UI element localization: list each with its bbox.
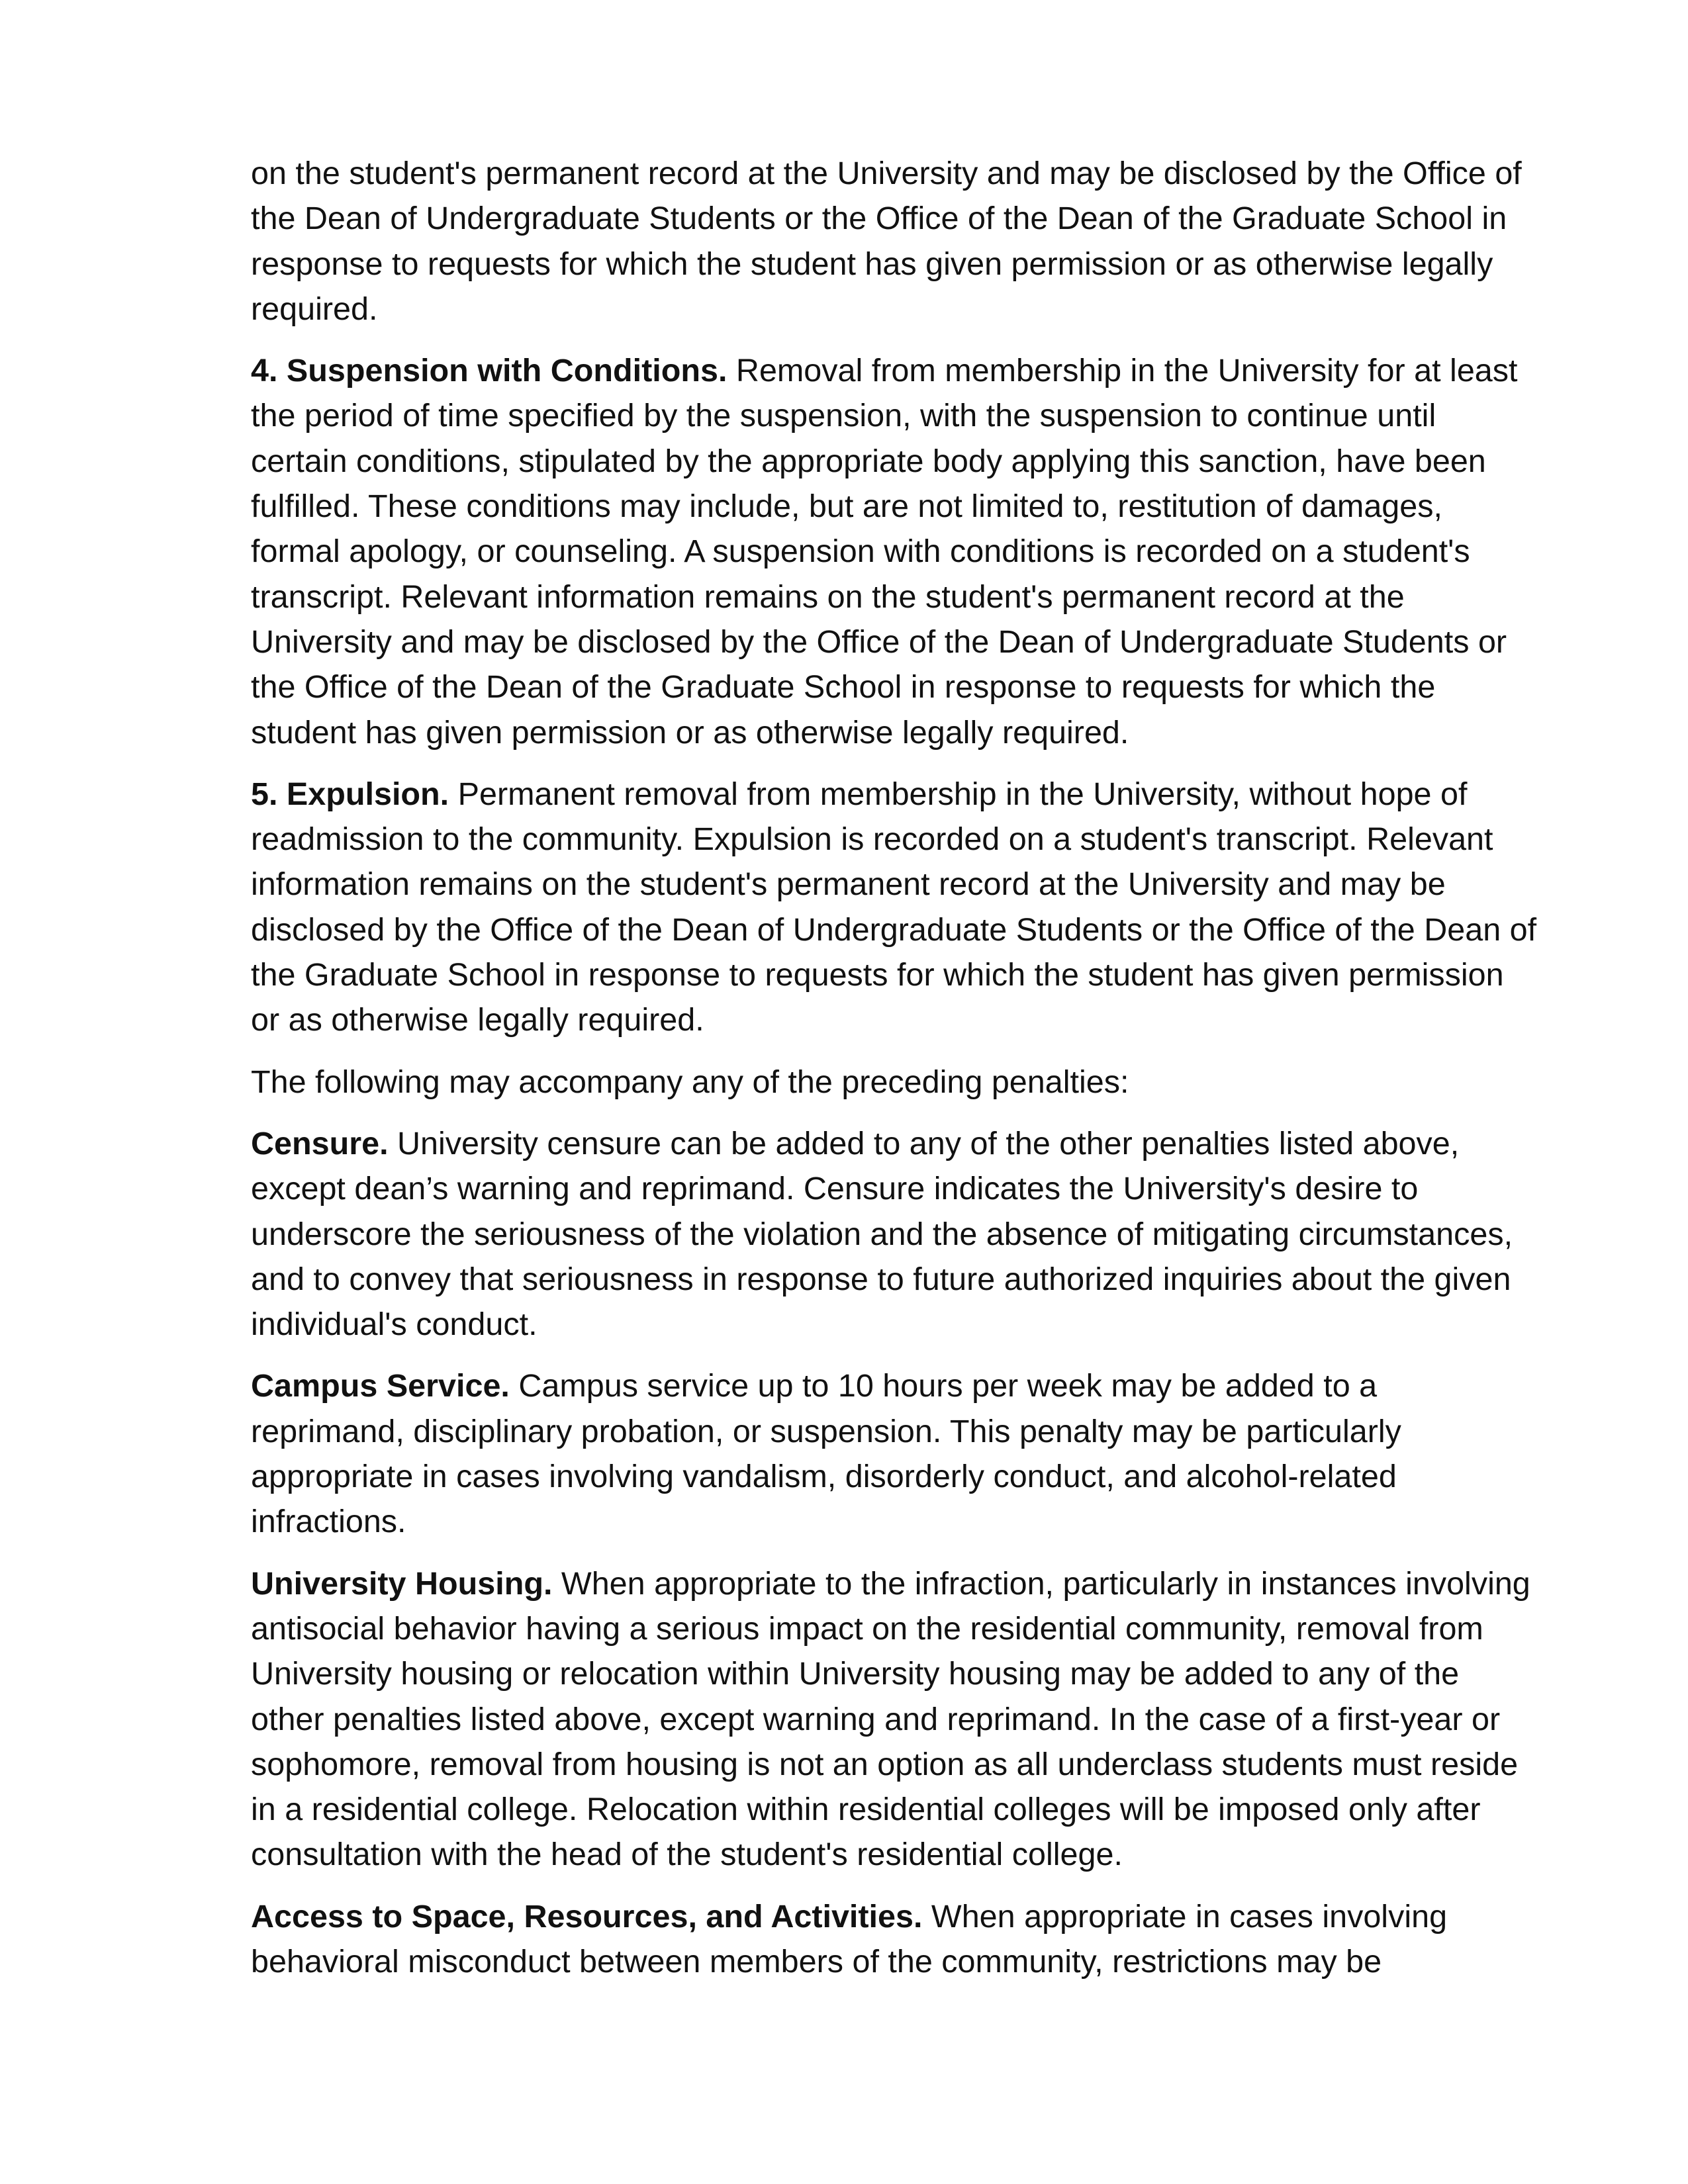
paragraph-term: Campus Service. <box>251 1368 510 1404</box>
paragraph-term: University Housing. <box>251 1565 553 1602</box>
paragraph-text: on the student's permanent record at the University and may be disclosed by the Office of the Dean of Undergraduate Students or the Office of the Dean of the Graduate School in response to requests for which the student has given permission or as otherwise legally required. <box>251 156 1522 327</box>
paragraph-campus-service <box>251 1363 1538 1544</box>
paragraph-text: The following may accompany any of the preceding penalties: <box>251 1064 1129 1100</box>
paragraph-text: When appropriate in cases involving behavioral misconduct between members of the community, restrictions may be <box>251 1898 1448 1979</box>
paragraph-text: Campus service up to 10 hours per week may be added to a reprimand, disciplinary probation, or suspension. This penalty may be particularly appropriate in cases involving vandalism, disorderly conduct, and alcohol-related infractions. <box>251 1368 1401 1540</box>
paragraph-suspension-with-conditions <box>251 348 1538 755</box>
paragraph-text: When appropriate to the infraction, particularly in instances involving antisocial behavior having a serious impact on the residential community, removal from University housing or relocation within University housing may be added to any of the other penalties listed above, except warning and reprimand. In the case of a first-year or sophomore, removal from housing is not an option as all underclass students must reside in a residential college. Relocation within residential colleges will be imposed only after consultation with the head of the student's residential college. <box>251 1565 1530 1873</box>
paragraph-permanent-record <box>251 151 1538 332</box>
paragraph-term: Access to Space, Resources, and Activities. <box>251 1898 923 1934</box>
paragraph-text: Removal from membership in the University for at least the period of time specified by the suspension, with the suspension to continue until certain conditions, stipulated by the appropriate body applying this sanction, have been fulfilled. These conditions may include, but are not limited to, restitution of damages, formal apology, or counseling. A suspension with conditions is recorded on a student's transcript. Relevant information remains on the student's permanent record at the University and may be disclosed by the Office of the Dean of Undergraduate Students or the Office of the Dean of the Graduate School in response to requests for which the student has given permission or as otherwise legally required. <box>251 353 1518 751</box>
paragraph-access-to-space <box>251 1894 1538 1985</box>
paragraph-university-housing <box>251 1561 1538 1878</box>
paragraph-text: Permanent removal from membership in the University, without hope of readmission to the community. Expulsion is recorded on a student's transcript. Relevant information remains on the student's permanent record at the University and may be disclosed by the Office of the Dean of Undergraduate Students or the Office of the Dean of the Graduate School in response to requests for which the student has given permission or as otherwise legally required. <box>251 776 1537 1038</box>
paragraph-expulsion <box>251 772 1538 1043</box>
paragraph-text: University censure can be added to any of the other penalties listed above, except dean’s warning and reprimand. Censure indicates the University's desire to underscore the seriousness of the violation and the absence of mitigating circumstances, and to convey that seriousness in response to future authorized inquiries about the given individual's conduct. <box>251 1125 1513 1343</box>
document-page <box>251 151 1538 2001</box>
paragraph-accompanying-penalties-intro <box>251 1060 1538 1105</box>
paragraph-term: 5. Expulsion. <box>251 776 449 812</box>
paragraph-censure <box>251 1121 1538 1347</box>
paragraph-term: Censure. <box>251 1125 389 1161</box>
paragraph-term: 4. Suspension with Conditions. <box>251 353 727 389</box>
